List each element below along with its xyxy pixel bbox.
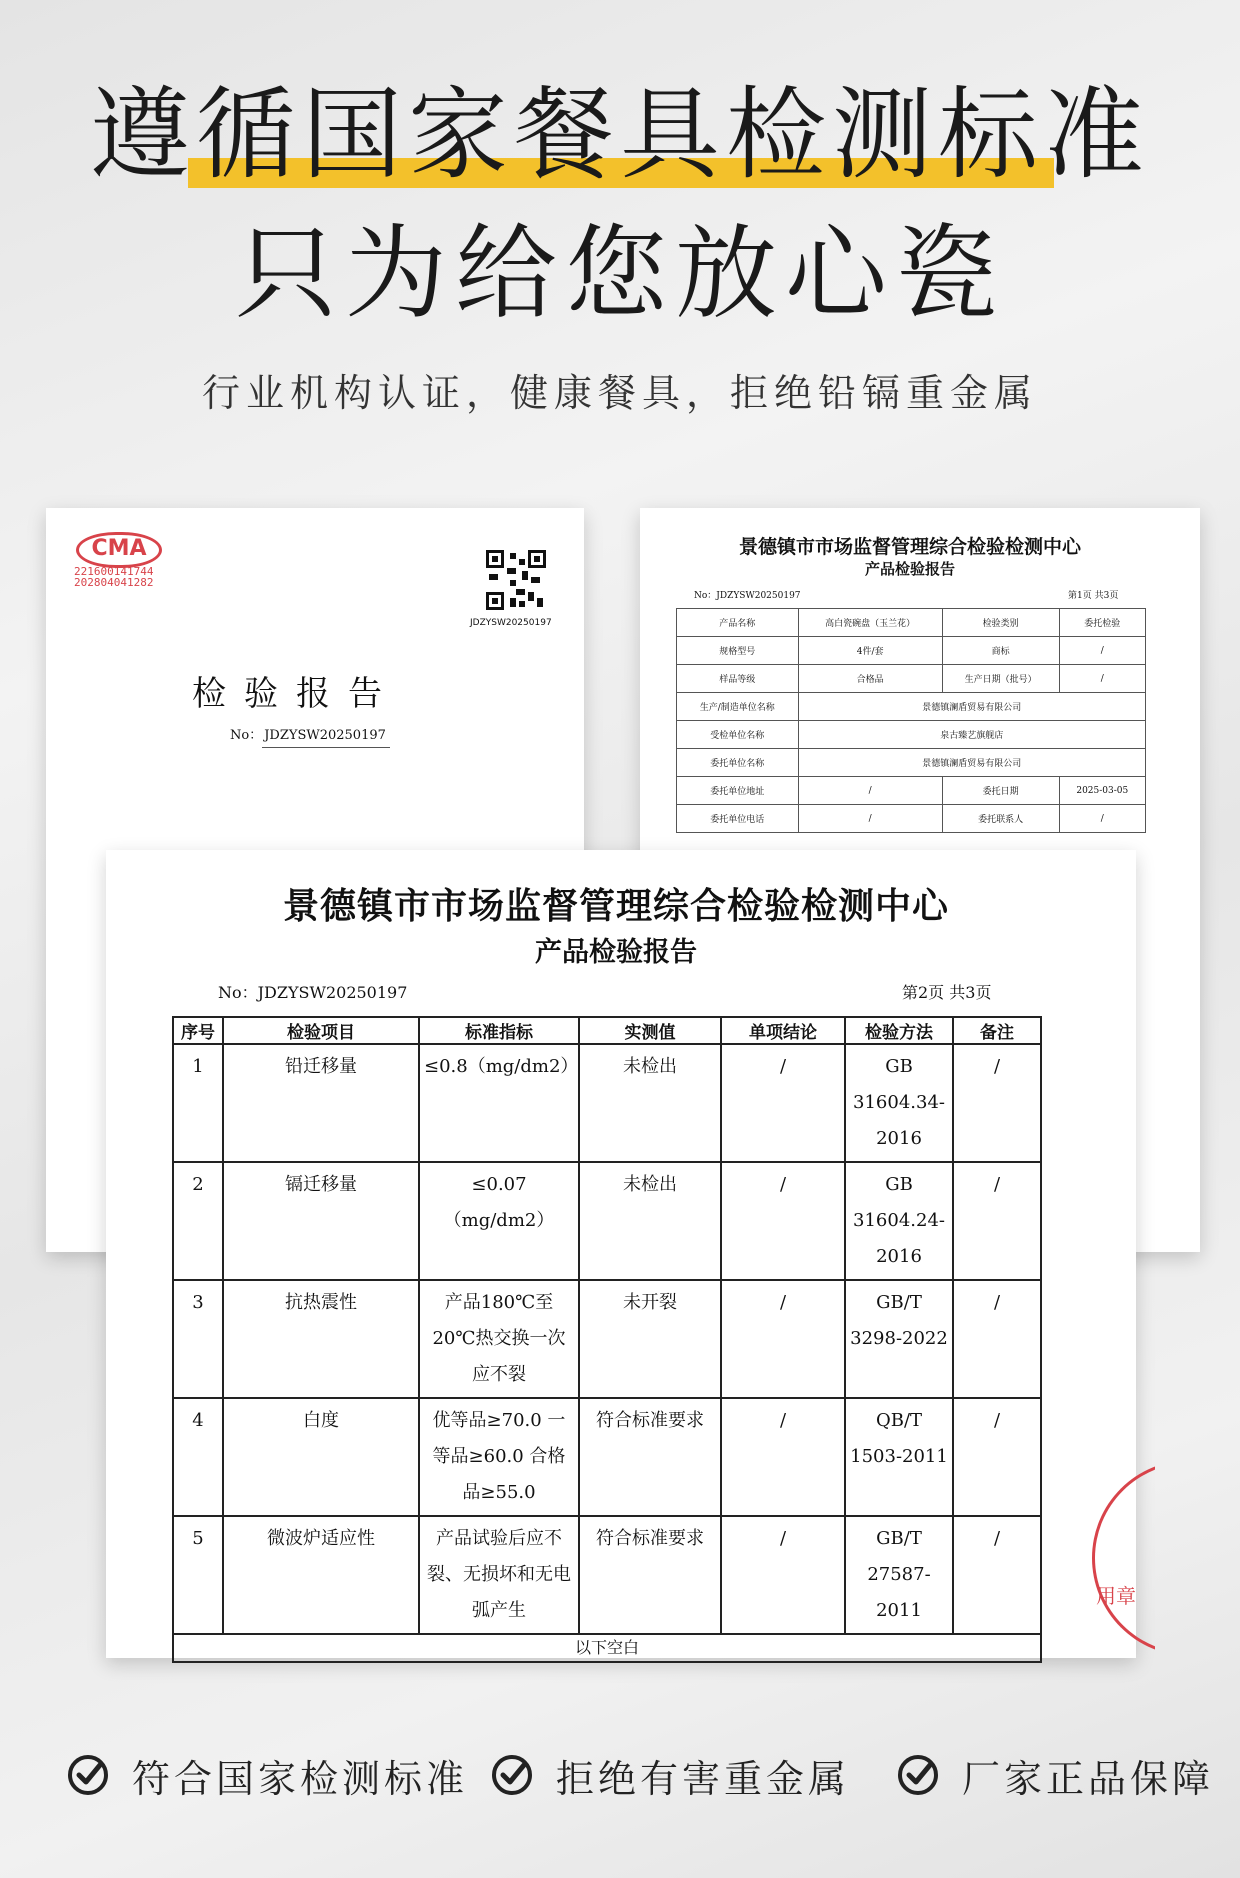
- front-report-page: 第2页 共3页: [902, 983, 992, 1002]
- right-report-table: [676, 608, 1146, 833]
- table-cell-standard: ≤0.8（mg/dm2）: [419, 1044, 579, 1162]
- red-seal-text: 用章: [1096, 1584, 1136, 1608]
- check-circle-icon: [66, 1753, 110, 1797]
- table-cell: 生产日期（批号）: [942, 665, 1059, 693]
- table-cell: 委托单位电话: [677, 805, 799, 833]
- table-cell: 委托日期: [942, 777, 1059, 805]
- table-cell: 委托单位地址: [677, 777, 799, 805]
- table-cell: 委托单位名称: [677, 749, 799, 777]
- table-cell: 2025-03-05: [1059, 777, 1145, 805]
- table-row: [677, 777, 1146, 805]
- table-cell-measured: 符合标准要求: [579, 1398, 721, 1516]
- table-cell-conclusion: /: [721, 1162, 845, 1280]
- headline-line2: 只为给您放心瓷: [235, 215, 1005, 334]
- table-cell: 商标: [942, 637, 1059, 665]
- table-cell-conclusion: /: [721, 1516, 845, 1634]
- qr-code-number: JDZYSW20250197: [470, 618, 552, 628]
- table-row: [173, 1280, 1041, 1398]
- check-circle-icon: [896, 1753, 940, 1797]
- table-cell: 委托联系人: [942, 805, 1059, 833]
- table-row: [677, 693, 1146, 721]
- table-cell: 景德镇澜盾贸易有限公司: [798, 693, 1146, 721]
- table-cell-conclusion: /: [721, 1280, 845, 1398]
- table-row: [173, 1516, 1041, 1634]
- cma-number: 221600141744 202804041282: [74, 565, 154, 589]
- column-header: 单项结论: [721, 1017, 845, 1044]
- table-row: [677, 721, 1146, 749]
- table-cell-item: 白度: [223, 1398, 419, 1516]
- column-header: 备注: [953, 1017, 1041, 1044]
- table-cell-standard: ≤0.07（mg/dm2）: [419, 1162, 579, 1280]
- table-row: [677, 637, 1146, 665]
- table-cell-conclusion: /: [721, 1398, 845, 1516]
- feature-label: 厂家正品保障: [962, 1756, 1215, 1801]
- left-report-number-label: No：: [230, 728, 263, 743]
- qr-code-icon: [486, 550, 546, 610]
- left-report-number: [230, 724, 390, 743]
- column-header: 检验方法: [845, 1017, 953, 1044]
- table-cell: 景德镇澜盾贸易有限公司: [798, 749, 1146, 777]
- table-cell-standard: 产品试验后应不裂、无损坏和无电弧产生: [419, 1516, 579, 1634]
- table-cell: /: [798, 777, 942, 805]
- column-header: 检验项目: [223, 1017, 419, 1044]
- feature-label: 拒绝有害重金属: [556, 1756, 851, 1801]
- feature-label: 符合国家检测标准: [132, 1756, 469, 1801]
- table-cell-item: 铅迁移量: [223, 1044, 419, 1162]
- table-cell: 泉古臻艺旗舰店: [798, 721, 1146, 749]
- table-cell-remark: /: [953, 1398, 1041, 1516]
- table-cell: 合格品: [798, 665, 942, 693]
- table-row: [677, 609, 1146, 637]
- table-cell: /: [1059, 637, 1145, 665]
- table-cell-no: 5: [173, 1516, 223, 1634]
- table-cell-no: 4: [173, 1398, 223, 1516]
- table-cell: 受检单位名称: [677, 721, 799, 749]
- feature-national-standard: [66, 1745, 468, 1805]
- headline-tagline: 行业机构认证，健康餐具，拒绝铅镉重金属: [201, 371, 1038, 415]
- table-row: [173, 1044, 1041, 1162]
- table-cell-no: 3: [173, 1280, 223, 1398]
- table-cell-conclusion: /: [721, 1044, 845, 1162]
- table-cell-no: 2: [173, 1162, 223, 1280]
- table-cell-measured: 未开裂: [579, 1280, 721, 1398]
- table-cell-item: 镉迁移量: [223, 1162, 419, 1280]
- table-cell-method: GB 31604.34-2016: [845, 1044, 953, 1162]
- table-cell-standard: 产品180℃至20℃热交换一次应不裂: [419, 1280, 579, 1398]
- front-report-title: 景德镇市市场监督管理综合检验检测中心: [282, 885, 949, 927]
- feature-no-heavy-metal: [490, 1745, 850, 1805]
- table-cell: 生产/制造单位名称: [677, 693, 799, 721]
- table-cell: /: [1059, 665, 1145, 693]
- cma-logo: CMA: [76, 532, 162, 568]
- table-row: [677, 805, 1146, 833]
- left-report-number-value: JDZYSW20250197: [262, 728, 390, 748]
- table-cell: /: [1059, 805, 1145, 833]
- table-cell: 检验类别: [942, 609, 1059, 637]
- table-cell: 委托检验: [1059, 609, 1145, 637]
- front-report-page2: [106, 850, 1136, 1658]
- table-cell: 样品等级: [677, 665, 799, 693]
- test-results-table: [172, 1016, 1042, 1663]
- column-header: 序号: [173, 1017, 223, 1044]
- right-report-title: 景德镇市市场监督管理综合检验检测中心: [738, 536, 1081, 558]
- right-report-page: 第1页 共3页: [1068, 591, 1119, 601]
- headline-line1-wrap: [0, 76, 1240, 193]
- red-seal-stamp: [1092, 1460, 1225, 1656]
- right-report-number: No：JDZYSW20250197: [694, 591, 801, 601]
- table-cell-item: 抗热震性: [223, 1280, 419, 1398]
- table-cell-measured: 未检出: [579, 1162, 721, 1280]
- table-row: [173, 1162, 1041, 1280]
- front-report-number: No：JDZYSW20250197: [218, 983, 408, 1002]
- table-cell: 4件/套: [798, 637, 942, 665]
- table-cell-measured: 符合标准要求: [579, 1516, 721, 1634]
- table-cell-method: GB 31604.24-2016: [845, 1162, 953, 1280]
- table-cell: 规格型号: [677, 637, 799, 665]
- front-report-subtitle: 产品检验报告: [535, 937, 697, 968]
- table-cell-method: GB/T 27587-2011: [845, 1516, 953, 1634]
- table-footer-cell: 以下空白: [173, 1634, 1041, 1662]
- table-cell: /: [798, 805, 942, 833]
- check-circle-icon: [490, 1753, 534, 1797]
- table-cell-measured: 未检出: [579, 1044, 721, 1162]
- table-row: [677, 749, 1146, 777]
- table-footer-row: [173, 1634, 1041, 1662]
- table-row: [677, 665, 1146, 693]
- table-header-row: [173, 1017, 1041, 1044]
- table-cell-standard: 优等品≥70.0 一等品≥60.0 合格品≥55.0: [419, 1398, 579, 1516]
- table-cell-remark: /: [953, 1516, 1041, 1634]
- column-header: 标准指标: [419, 1017, 579, 1044]
- table-cell-method: QB/T 1503-2011: [845, 1398, 953, 1516]
- table-cell-method: GB/T 3298-2022: [845, 1280, 953, 1398]
- right-report-subtitle: 产品检验报告: [864, 560, 955, 578]
- table-cell-item: 微波炉适应性: [223, 1516, 419, 1634]
- table-row: [173, 1398, 1041, 1516]
- table-cell-remark: /: [953, 1280, 1041, 1398]
- table-cell: 高白瓷碗盘（玉兰花）: [798, 609, 942, 637]
- feature-genuine-guarantee: [896, 1745, 1214, 1805]
- headline-line1: 遵循国家餐具检测标准: [90, 76, 1150, 193]
- left-report-title: 检验报告: [192, 674, 400, 714]
- table-cell-no: 1: [173, 1044, 223, 1162]
- table-cell-remark: /: [953, 1044, 1041, 1162]
- table-cell-remark: /: [953, 1162, 1041, 1280]
- column-header: 实测值: [579, 1017, 721, 1044]
- table-cell: 产品名称: [677, 609, 799, 637]
